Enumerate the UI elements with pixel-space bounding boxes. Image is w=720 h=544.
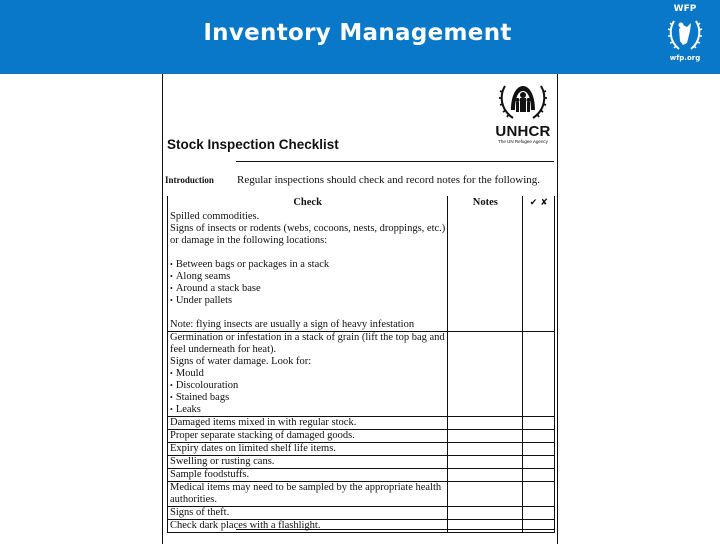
check-item: Sample foodstuffs. [170, 469, 250, 480]
notes-cell[interactable] [448, 332, 523, 417]
mark-cell[interactable] [523, 443, 555, 456]
table-row [168, 417, 555, 430]
table-row [168, 507, 555, 520]
check-item: Check dark places with a flashlight. [170, 520, 321, 531]
check-cell [168, 430, 448, 443]
notes-cell[interactable] [448, 430, 523, 443]
check-item: Damaged items mixed in with regular stock. [170, 417, 357, 428]
table-row [168, 456, 555, 469]
mark-cell[interactable] [523, 482, 555, 507]
check-item: or damage in the following locations: [170, 235, 328, 246]
notes-cell[interactable] [448, 211, 523, 332]
table-row [168, 482, 555, 507]
mark-cell[interactable] [523, 469, 555, 482]
unhcr-emblem-icon [497, 80, 549, 124]
checklist-table [167, 196, 555, 533]
column-header-notes: Notes [448, 196, 523, 211]
check-item: authorities. [170, 494, 217, 505]
check-item: Spilled commodities. [170, 211, 260, 222]
mark-cell[interactable] [523, 332, 555, 417]
table-row [168, 443, 555, 456]
wfp-logo [660, 4, 710, 66]
wfp-logo-name: WFP [673, 4, 697, 14]
check-item: Germination or infestation in a stack of grain (lift the top bag and [170, 332, 445, 343]
check-cell [168, 456, 448, 469]
mark-cell[interactable] [523, 507, 555, 520]
title-divider [236, 161, 554, 162]
check-item: Expiry dates on limited shelf life items. [170, 443, 336, 454]
check-cell [168, 443, 448, 456]
intro-label: Introduction [165, 175, 214, 185]
bullet-item: • Under pallets [170, 295, 445, 307]
document-page [162, 74, 558, 544]
notes-cell[interactable] [448, 520, 523, 533]
check-cell [168, 482, 448, 507]
mark-cell[interactable] [523, 520, 555, 533]
mark-cell[interactable] [523, 456, 555, 469]
document-title: Stock Inspection Checklist [167, 137, 339, 152]
table-body [168, 211, 555, 533]
mark-cell[interactable] [523, 211, 555, 332]
check-cell [168, 469, 448, 482]
table-row [168, 332, 555, 417]
notes-cell[interactable] [448, 456, 523, 469]
notes-cell[interactable] [448, 469, 523, 482]
bottom-divider [236, 529, 554, 530]
table-row [168, 520, 555, 533]
column-header-check: Check [168, 196, 448, 211]
bullet-item: • Between bags or packages in a stack [170, 259, 445, 271]
check-cell [168, 417, 448, 430]
notes-cell[interactable] [448, 417, 523, 430]
intro-text: Regular inspections should check and record notes for the following. [237, 174, 541, 186]
check-item: Signs of insects or rodents (webs, cocoons, nests, droppings, etc.) [170, 223, 446, 234]
bullet-item: • Around a stack base [170, 283, 445, 295]
check-cell [168, 507, 448, 520]
check-item: feel underneath for heat). [170, 344, 277, 355]
table-row [168, 469, 555, 482]
check-item: Medical items may need to be sampled by the appropriate health [170, 482, 442, 493]
bullet-item: • Along seams [170, 271, 445, 283]
bullet-item: • Mould [170, 368, 445, 380]
check-item: Signs of theft. [170, 507, 230, 518]
unhcr-logo [493, 80, 553, 154]
table-row [168, 430, 555, 443]
check-item: Proper separate stacking of damaged goods. [170, 430, 355, 441]
check-cell [168, 520, 448, 533]
slide-header [0, 0, 720, 74]
blank-line [170, 247, 445, 259]
mark-cell[interactable] [523, 430, 555, 443]
blank-line [170, 307, 445, 319]
notes-cell[interactable] [448, 507, 523, 520]
bullet-item: • Stained bags [170, 392, 445, 404]
check-item: Swelling or rusting cans. [170, 456, 275, 467]
slide-title: Inventory Management [203, 20, 512, 46]
check-item: Note: flying insects are usually a sign of heavy infestation [170, 319, 415, 330]
check-cell [168, 211, 448, 332]
bullet-item: • Leaks [170, 404, 445, 416]
table-header-row [168, 196, 555, 211]
bullet-item: • Discolouration [170, 380, 445, 392]
unhcr-logo-name: UNHCR [495, 123, 551, 140]
wfp-logo-url: wfp.org [669, 54, 701, 62]
table-row [168, 211, 555, 332]
mark-cell[interactable] [523, 417, 555, 430]
notes-cell[interactable] [448, 443, 523, 456]
check-item: Signs of water damage. Look for: [170, 356, 312, 367]
check-cell [168, 332, 448, 417]
column-header-mark: ✔ ✘ [523, 196, 555, 211]
notes-cell[interactable] [448, 482, 523, 507]
wfp-emblem-icon [667, 15, 703, 53]
unhcr-logo-subtitle: The UN Refugee Agency [498, 139, 548, 144]
